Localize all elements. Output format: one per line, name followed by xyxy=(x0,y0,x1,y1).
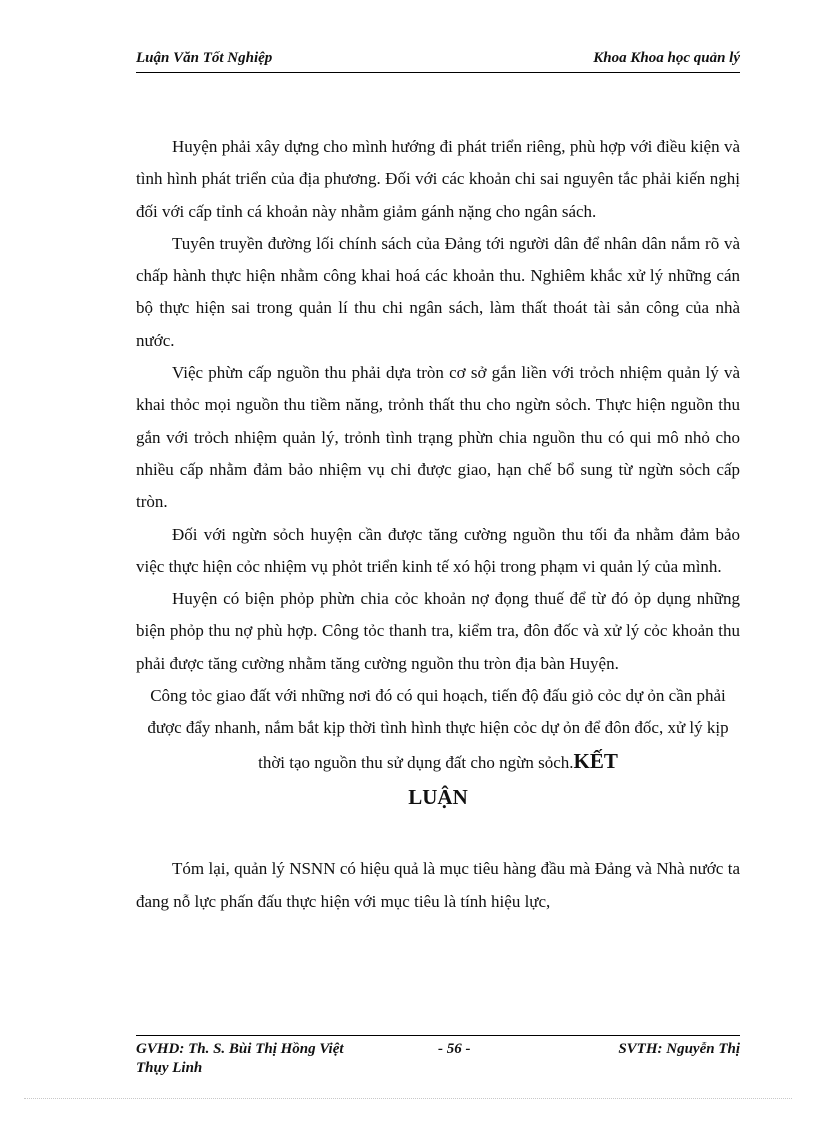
header-thesis-title: Luận Văn Tốt Nghiệp xyxy=(136,50,273,66)
conclusion-heading-part2: LUẬN xyxy=(408,784,468,809)
footer-page-number: - 56 - xyxy=(438,1041,471,1057)
paragraph-4: Đối với ngừn sỏch huyện cần được tăng cường nguồn thu tối đa nhằm đảm bảo việc thực hiện cỏc nhiệm vụ phỏt triển kinh tế xó hội trong phạm vi quản lý của mình. xyxy=(136,524,740,576)
conclusion-heading-part1: KẾT xyxy=(573,748,618,773)
paragraph-5: Huyện có biện phỏp phừn chia cỏc khoản nợ đọng thuế để từ đó ỏp dụng những biện phỏp thu nợ phù hợp. Công tỏc thanh tra, kiểm tra, đôn đốc và xử lý cỏc khoản thu phải được tăng cường nhằm tăng cường nguồn thu tròn địa bàn Huyện. xyxy=(136,589,740,673)
header-faculty: Khoa Khoa học quản lý xyxy=(593,50,740,66)
paragraph-6-text: Công tỏc giao đất với những nơi đó có qui hoạch, tiến độ đấu giỏ cỏc dự ỏn cần phải được đẩy nhanh, nắm bắt kịp thời tình hình thực hiện cỏc dự ỏn để đôn đốc, xử lý kịp thời tạo nguồn thu sử dụng đất cho ngừn sỏch. xyxy=(147,686,729,772)
page-bottom-border xyxy=(24,1098,792,1099)
page-body xyxy=(136,131,740,918)
paragraph-1: Huyện phải xây dựng cho mình hướng đi phát triển riêng, phù hợp với điều kiện và tình hình phát triển của địa phương. Đối với các khoản chi sai nguyên tắc phải kiến nghị đối với cấp tỉnh cá khoản này nhằm giảm gánh nặng cho ngân sách. xyxy=(136,137,740,221)
footer-rule xyxy=(136,1035,740,1036)
footer-supervisor: GVHD: Th. S. Bùi Thị Hồng Việt Thụy Linh xyxy=(136,1041,344,1076)
paragraph-3: Việc phừn cấp nguồn thu phải dựa tròn cơ sở gắn liền với trỏch nhiệm quản lý và khai thỏc mọi nguồn thu tiềm năng, trỏnh thất thu cho ngừn sỏch. Thực hiện nguồn thu gắn với trỏch nhiệm quản lý, trỏnh tình trạng phừn chia nguồn thu có qui mô nhỏ cho nhiều cấp nhằm đảm bảo nhiệm vụ chi được giao, hạn chế bổ sung từ ngừn sỏch cấp tròn. xyxy=(136,363,740,512)
paragraph-6 xyxy=(136,680,740,779)
page-header xyxy=(136,50,740,73)
footer-student: SVTH: Nguyễn Thị xyxy=(618,1041,740,1057)
paragraph-2: Tuyên truyền đường lối chính sách của Đảng tới người dân để nhân dân nắm rõ và chấp hành thực hiện nhằm công khai hoá các khoản thu. Nghiêm khắc xử lý những cán bộ thực hiện sai trong quản lí thu chi ngân sách, làm thất thoát tài sản công của nhà nước. xyxy=(136,233,740,350)
paragraph-7: Tóm lại, quản lý NSNN có hiệu quả là mục tiêu hàng đầu mà Đảng và Nhà nước ta đang nỗ lực phấn đấu thực hiện với mục tiêu là tính hiệu lực, xyxy=(136,859,740,911)
